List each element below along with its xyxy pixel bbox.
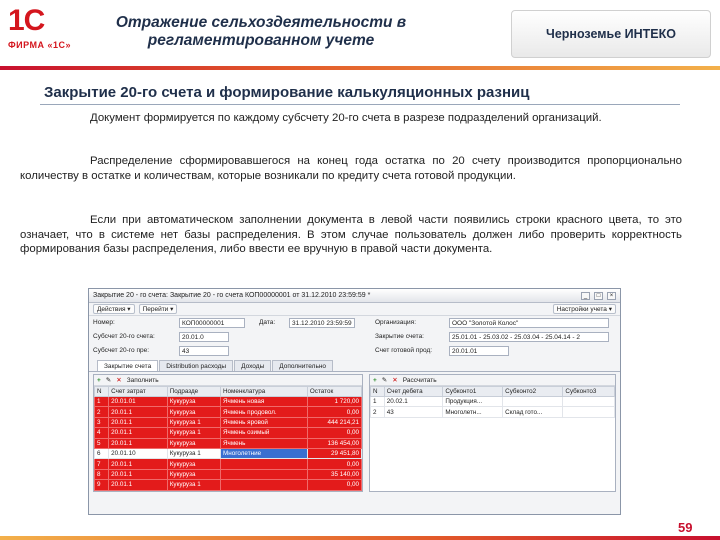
- left-table-header: [95, 387, 362, 397]
- add-row-icon[interactable]: +: [97, 376, 101, 384]
- left-col-account[interactable]: Счет затрат: [109, 387, 168, 397]
- window-toolbar: [89, 303, 620, 316]
- maximize-button[interactable]: □: [594, 292, 603, 300]
- tab-distribution[interactable]: Distribution расходы: [159, 360, 233, 371]
- finished-goods-field[interactable]: 20.01.01: [449, 346, 509, 356]
- left-panel-toolbar: [94, 375, 362, 386]
- org-label: Организация:: [375, 319, 417, 326]
- table-row[interactable]: 9 20.01.1 Кукуруза 1 0,00: [95, 480, 362, 490]
- subaccount-label: Субсчет 20-го счета:: [93, 333, 155, 340]
- distribution-field[interactable]: 43: [179, 346, 229, 356]
- footer-divider: [0, 536, 720, 540]
- paragraph-1-text: Документ формируется по каждому субсчету 20-го счета в разрезе подразделений организаций.: [90, 112, 602, 124]
- table-row-selected[interactable]: 6 20.01.10 Кукуруза 1 Многолетние 29 451,80: [95, 448, 362, 458]
- table-row[interactable]: 4 20.01.1 Кукуруза 1 Ячмень озимый 0,00: [95, 428, 362, 438]
- paragraph-2-text: Распределение сформировавшегося на конец года остатка по 20 счету производится пропорционально количеству в остатке и количествам, которые возникали по кредиту счета готовой продукции.: [20, 155, 682, 182]
- date-label: Дата:: [259, 319, 276, 326]
- edit-row-icon[interactable]: ✎: [381, 377, 388, 384]
- organization-field[interactable]: ООО "Золотой Колос": [449, 318, 609, 328]
- left-table: [94, 386, 362, 491]
- logo-firm: ФИРМА «1С»: [8, 40, 72, 50]
- paragraph-3-text: Если при автоматическом заполнении документа в левой части появились строки красного цвета, то это означает, что в системе нет базы распределения. В этом случае пользователь должен либо проверить корректность формирования базы распределения, либо ввести ее вручную в правой части документа.: [20, 214, 682, 255]
- close-period-label: Закрытие счета:: [375, 333, 424, 340]
- window-title: Закрытие 20 - го счета: Закрытие 20 - го счета КОП00000001 от 31.12.2010 23:59:59 *: [93, 292, 371, 299]
- window-titlebar[interactable]: [89, 289, 620, 303]
- section-divider: [40, 104, 680, 105]
- header-divider: [0, 66, 720, 70]
- right-table: [370, 386, 615, 418]
- paragraph-3: [20, 213, 682, 257]
- settings-menu[interactable]: Настройки учета ▾: [553, 304, 616, 314]
- distribution-label: Субсчет 20-го пре:: [93, 347, 150, 354]
- right-panel: [369, 374, 616, 492]
- document-window: [88, 288, 621, 515]
- edit-row-icon[interactable]: ✎: [105, 377, 112, 384]
- tab-income[interactable]: Доходы: [234, 360, 271, 371]
- right-col-n[interactable]: N: [371, 387, 385, 397]
- left-col-division[interactable]: Подразде: [167, 387, 220, 397]
- left-col-balance[interactable]: Остаток: [307, 387, 361, 397]
- document-header-form: [89, 316, 620, 360]
- tables-area: [89, 372, 620, 494]
- left-panel: [93, 374, 363, 492]
- left-col-item[interactable]: Номенклатура: [221, 387, 308, 397]
- logo-mark: 1С: [8, 4, 45, 37]
- fill-button[interactable]: Заполнить: [126, 376, 159, 384]
- right-col-debit[interactable]: Счет дебета: [384, 387, 443, 397]
- table-row[interactable]: 2 20.01.1 Кукуруза Ячмень продовол. 0,00: [95, 407, 362, 417]
- table-row[interactable]: 2 43 Многолетн... Склад гото...: [371, 407, 615, 417]
- right-panel-toolbar: [370, 375, 615, 386]
- calculate-button[interactable]: Рассчитать: [402, 376, 437, 384]
- delete-row-icon[interactable]: ✕: [116, 377, 122, 384]
- page-number: 59: [678, 520, 693, 535]
- close-button[interactable]: ×: [607, 292, 616, 300]
- left-col-n[interactable]: N: [95, 387, 109, 397]
- table-row[interactable]: 5 20.01.1 Кукуруза Ячмень 136 454,00: [95, 438, 362, 448]
- finished-goods-label: Счет готовой прод:: [375, 347, 433, 354]
- paragraph-1: [20, 111, 682, 126]
- tab-closing[interactable]: Закрытие счета: [97, 360, 158, 371]
- document-tabs: [89, 360, 620, 372]
- table-row[interactable]: 7 20.01.1 Кукуруза 0,00: [95, 459, 362, 469]
- section-title: Закрытие 20-го счета и формирование калькуляционных разниц: [44, 84, 530, 101]
- minimize-button[interactable]: _: [581, 292, 590, 300]
- paragraph-2: [20, 154, 682, 183]
- table-row[interactable]: 3 20.01.1 Кукуруза 1 Ячмень яровой 444 214,21: [95, 417, 362, 427]
- number-field[interactable]: КОП00000001: [179, 318, 245, 328]
- right-table-header: [371, 387, 615, 397]
- subaccount-field[interactable]: 20.01.0: [179, 332, 229, 342]
- right-col-sub1[interactable]: Субконто1: [443, 387, 503, 397]
- number-label: Номер:: [93, 319, 115, 326]
- right-col-sub3[interactable]: Субконто3: [563, 387, 615, 397]
- add-row-icon[interactable]: +: [373, 376, 377, 384]
- 1c-logo: [8, 6, 78, 56]
- header-title: Отражение сельхоздеятельности в регламентированном учете: [115, 14, 407, 49]
- tab-additional[interactable]: Дополнительно: [272, 360, 333, 371]
- right-col-sub2[interactable]: Субконто2: [503, 387, 563, 397]
- date-field[interactable]: 31.12.2010 23:59:59: [289, 318, 355, 328]
- actions-menu[interactable]: Действия ▾: [93, 304, 135, 314]
- table-row[interactable]: 1 20.01.01 Кукуруза Ячмень новая 1 720,00: [95, 397, 362, 407]
- table-row[interactable]: 1 20.02.1 Продукция...: [371, 397, 615, 407]
- header-company: Черноземье ИНТЕКО: [511, 10, 711, 58]
- delete-row-icon[interactable]: ✕: [392, 377, 398, 384]
- table-row[interactable]: 8 20.01.1 Кукуруза 35 140,00: [95, 469, 362, 479]
- goto-menu[interactable]: Перейти ▾: [139, 304, 178, 314]
- close-period-field[interactable]: 25.01.01 - 25.03.02 - 25.03.04 - 25.04.14 - 2: [449, 332, 609, 342]
